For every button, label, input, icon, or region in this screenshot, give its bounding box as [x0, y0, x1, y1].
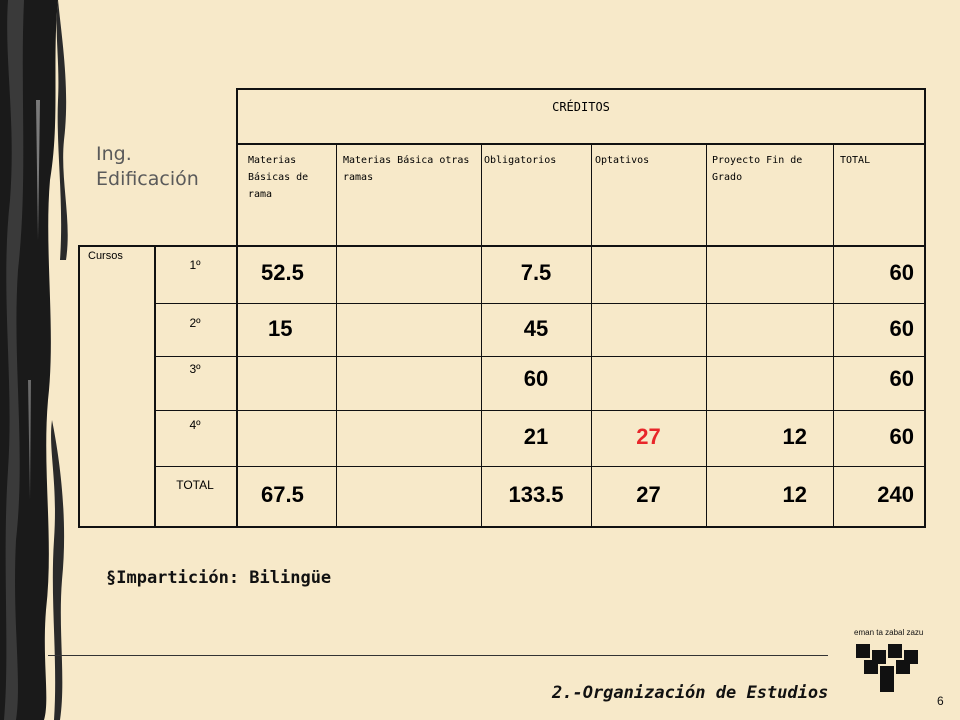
teaching-language-bullet: §Impartición: Bilingüe	[106, 568, 332, 588]
cell-value: 52.5	[261, 260, 304, 285]
table-rule	[78, 245, 926, 247]
cell-value: 60	[889, 260, 914, 285]
credits-table	[78, 88, 926, 528]
table-rule	[154, 356, 926, 357]
degree-label-line1: Ing.	[96, 143, 132, 165]
column-header-basic-branch: Materias Básicas de rama	[248, 155, 309, 200]
footer-title: 2.-Organización de Estudios	[552, 683, 829, 703]
column-header-total: TOTAL	[840, 155, 871, 166]
page-number: 6	[937, 694, 944, 708]
cell-value: 45	[523, 316, 549, 341]
column-header-final-project: Proyecto Fin de Grado	[712, 155, 803, 183]
cell-value: 60	[889, 316, 914, 341]
table-rule	[78, 526, 926, 528]
cell-value: 60	[889, 424, 914, 449]
cell-value: 12	[782, 482, 807, 507]
cell-value: 12	[782, 424, 807, 449]
cell-value: 15	[268, 316, 293, 341]
column-header-optional: Optativos	[595, 155, 650, 166]
table-rule	[236, 143, 926, 145]
credits-header: CRÉDITOS	[552, 100, 610, 114]
footer-divider	[48, 655, 828, 656]
table-rule	[924, 88, 926, 528]
cell-value: 27	[636, 482, 661, 507]
row-year: 3º	[189, 362, 201, 376]
row-year: TOTAL	[176, 478, 214, 492]
table-rule	[78, 245, 80, 528]
university-logo-icon	[854, 628, 928, 694]
table-rule	[154, 466, 926, 467]
row-year: 1º	[189, 258, 201, 272]
degree-label-line2: Edificación	[96, 168, 199, 190]
row-year: 2º	[189, 316, 201, 330]
table-rule	[591, 145, 592, 528]
cell-value: 67.5	[261, 482, 304, 507]
row-year: 4º	[189, 418, 201, 432]
table-rule	[154, 410, 926, 411]
cell-value: 7.5	[520, 260, 552, 285]
cell-value: 133.5	[508, 482, 564, 507]
cell-value: 240	[877, 482, 914, 507]
table-rule	[154, 303, 926, 304]
cell-value-highlight: 27	[636, 424, 661, 449]
cell-value: 60	[889, 366, 914, 391]
decorative-brush-band	[0, 0, 78, 720]
logo-mark-icon	[854, 638, 928, 694]
column-header-basic-other: Materias Básica otras ramas	[343, 155, 470, 183]
table-rule	[706, 145, 707, 528]
column-header-mandatory: Obligatorios	[484, 155, 557, 166]
cell-value: 60	[523, 366, 549, 391]
table-rule	[336, 145, 337, 528]
table-rule	[236, 88, 238, 528]
logo-motto: eman ta zabal zazu	[854, 628, 924, 637]
cell-value: 21	[523, 424, 549, 449]
table-rule	[236, 88, 926, 90]
cursos-label: Cursos	[88, 250, 123, 262]
